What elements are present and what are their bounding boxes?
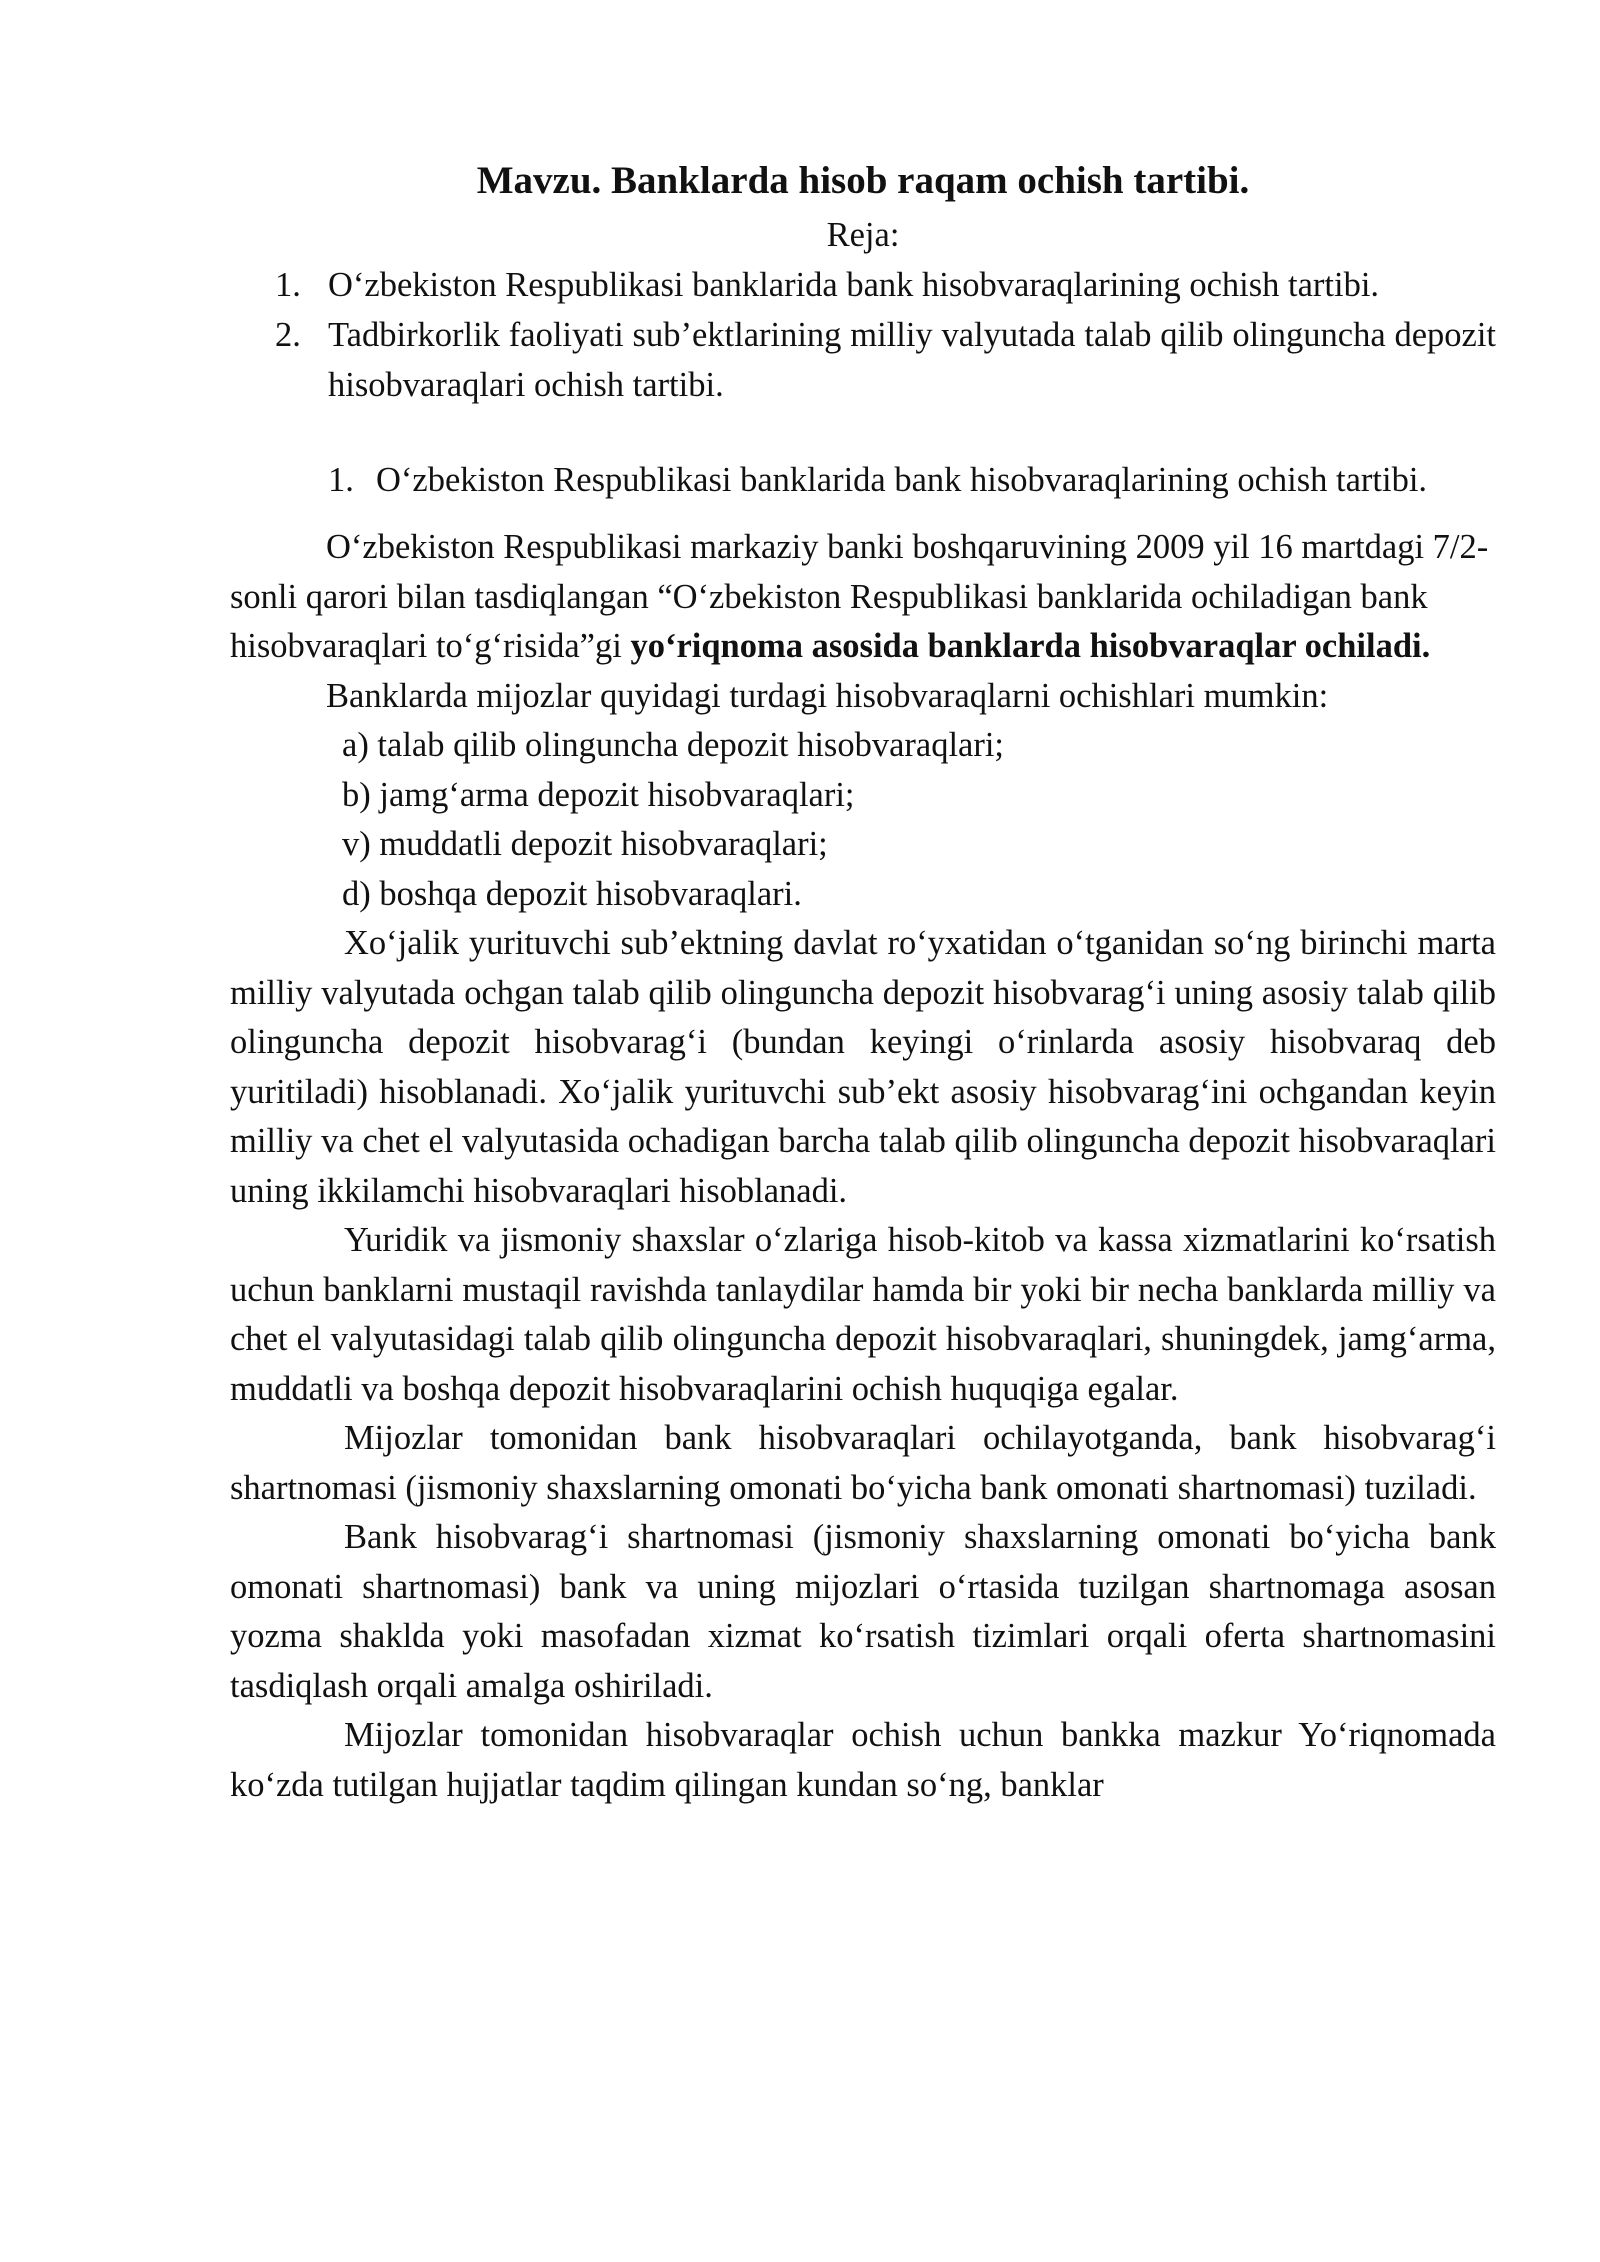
account-type-item: b) jamg‘arma depozit hisobvaraqlari; — [342, 775, 855, 814]
plan-item-number: 2. — [275, 316, 301, 354]
account-type-item: a) talab qilib olinguncha depozit hisobvaraqlari; — [342, 726, 1005, 764]
account-types-list — [230, 721, 1496, 919]
body-paragraph: Mijozlar tomonidan hisobvaraqlar ochish uchun bankka mazkur Yo‘riqnomada ko‘zda tutilgan hujjatlar taqdim qilingan kundan so‘ng, banklar — [230, 1716, 1496, 1804]
plan-item — [230, 310, 1496, 410]
intro-paragraph — [230, 523, 1496, 672]
body-paragraph: Mijozlar tomonidan bank hisobvaraqlari ochilayotganda, bank hisobvarag‘i shartnomasi (jismoniy shaxslarning omonati bo‘yicha bank omonati shartnomasi) tuziladi. — [230, 1419, 1496, 1507]
intro-paragraph-text: O‘zbekiston Respublikasi markaziy banki boshqaruvining 2009 yil 16 martdagi 7/2-sonli qarori bilan tasdiqlangan “O‘zbekiston Respublikasi banklarida ochiladigan bank hisobvaraqlari to‘g‘risida”gi — [230, 528, 1489, 665]
body-paragraph: Xo‘jalik yurituvchi sub’ektning davlat ro‘yxatidan o‘tganidan so‘ng birinchi marta milliy valyutada ochgan talab qilib olinguncha depozit hisobvarag‘i uning asosiy talab qilib olinguncha depozit hisobvarag‘i (bundan keyingi o‘rinlarda asosiy hisobvaraq deb yuritiladi) hisoblanadi. Xo‘jalik yurituvchi sub’ekt asosiy hisobvarag‘ini ochgandan keyin milliy va chet el valyutasida ochadigan barcha talab qilib olinguncha depozit hisobvaraqlari uning ikkilamchi hisobvaraqlari hisoblanadi. — [230, 924, 1496, 1210]
body-paragraph: Bank hisobvarag‘i shartnomasi (jismoniy shaxslarning omonati bo‘yicha bank omonati shartnomasi) bank va uning mijozlari o‘rtasida tuzilgan shartnomaga asosan yozma shaklda yoki masofadan xizmat ko‘rsatish tizimlari orqali oferta shartnomasini tasdiqlash orqali amalga oshiriladi. — [230, 1518, 1496, 1705]
plan-item-text: Tadbirkorlik faoliyati sub’ektlarining milliy valyutada talab qilib olinguncha depozit hisobvaraqlari ochish tartibi. — [328, 316, 1496, 404]
plan-item — [230, 260, 1496, 310]
document-title: Mavzu. Banklarda hisob raqam ochish tartibi. — [476, 159, 1250, 202]
plan-list — [230, 260, 1496, 410]
plan-label: Reja: — [826, 216, 900, 254]
section-heading-list — [230, 455, 1496, 505]
account-type-item: d) boshqa depozit hisobvaraqlari. — [342, 874, 802, 913]
body-paragraph: Yuridik va jismoniy shaxslar o‘zlariga hisob-kitob va kassa xizmatlarini ko‘rsatish uchun banklarni mustaqil ravishda tanlaydilar hamda bir yoki bir necha banklarda milliy va chet el valyutasidagi talab qilib olinguncha depozit hisobvaraqlari, shuningdek, jamg‘arma, muddatli va boshqa depozit hisobvaraqlarini ochish huquqiga egalar. — [230, 1221, 1496, 1408]
account-types-intro: Banklarda mijozlar quyidagi turdagi hisobvaraqlarni ochishlari mumkin: — [326, 676, 1329, 715]
document-page — [230, 0, 1496, 1810]
section-heading-number: 1. — [328, 461, 354, 499]
section-heading-text: O‘zbekiston Respublikasi banklarida bank hisobvaraqlarining ochish tartibi. — [376, 461, 1428, 499]
section-heading — [230, 455, 1496, 505]
plan-item-number: 1. — [275, 266, 301, 304]
plan-item-text: O‘zbekiston Respublikasi banklarida bank hisobvaraqlarining ochish tartibi. — [328, 266, 1380, 304]
intro-paragraph-bold: yo‘riqnoma asosida banklarda hisobvaraqlar ochiladi. — [630, 627, 1431, 665]
account-type-item: v) muddatli depozit hisobvaraqlari; — [342, 825, 828, 863]
